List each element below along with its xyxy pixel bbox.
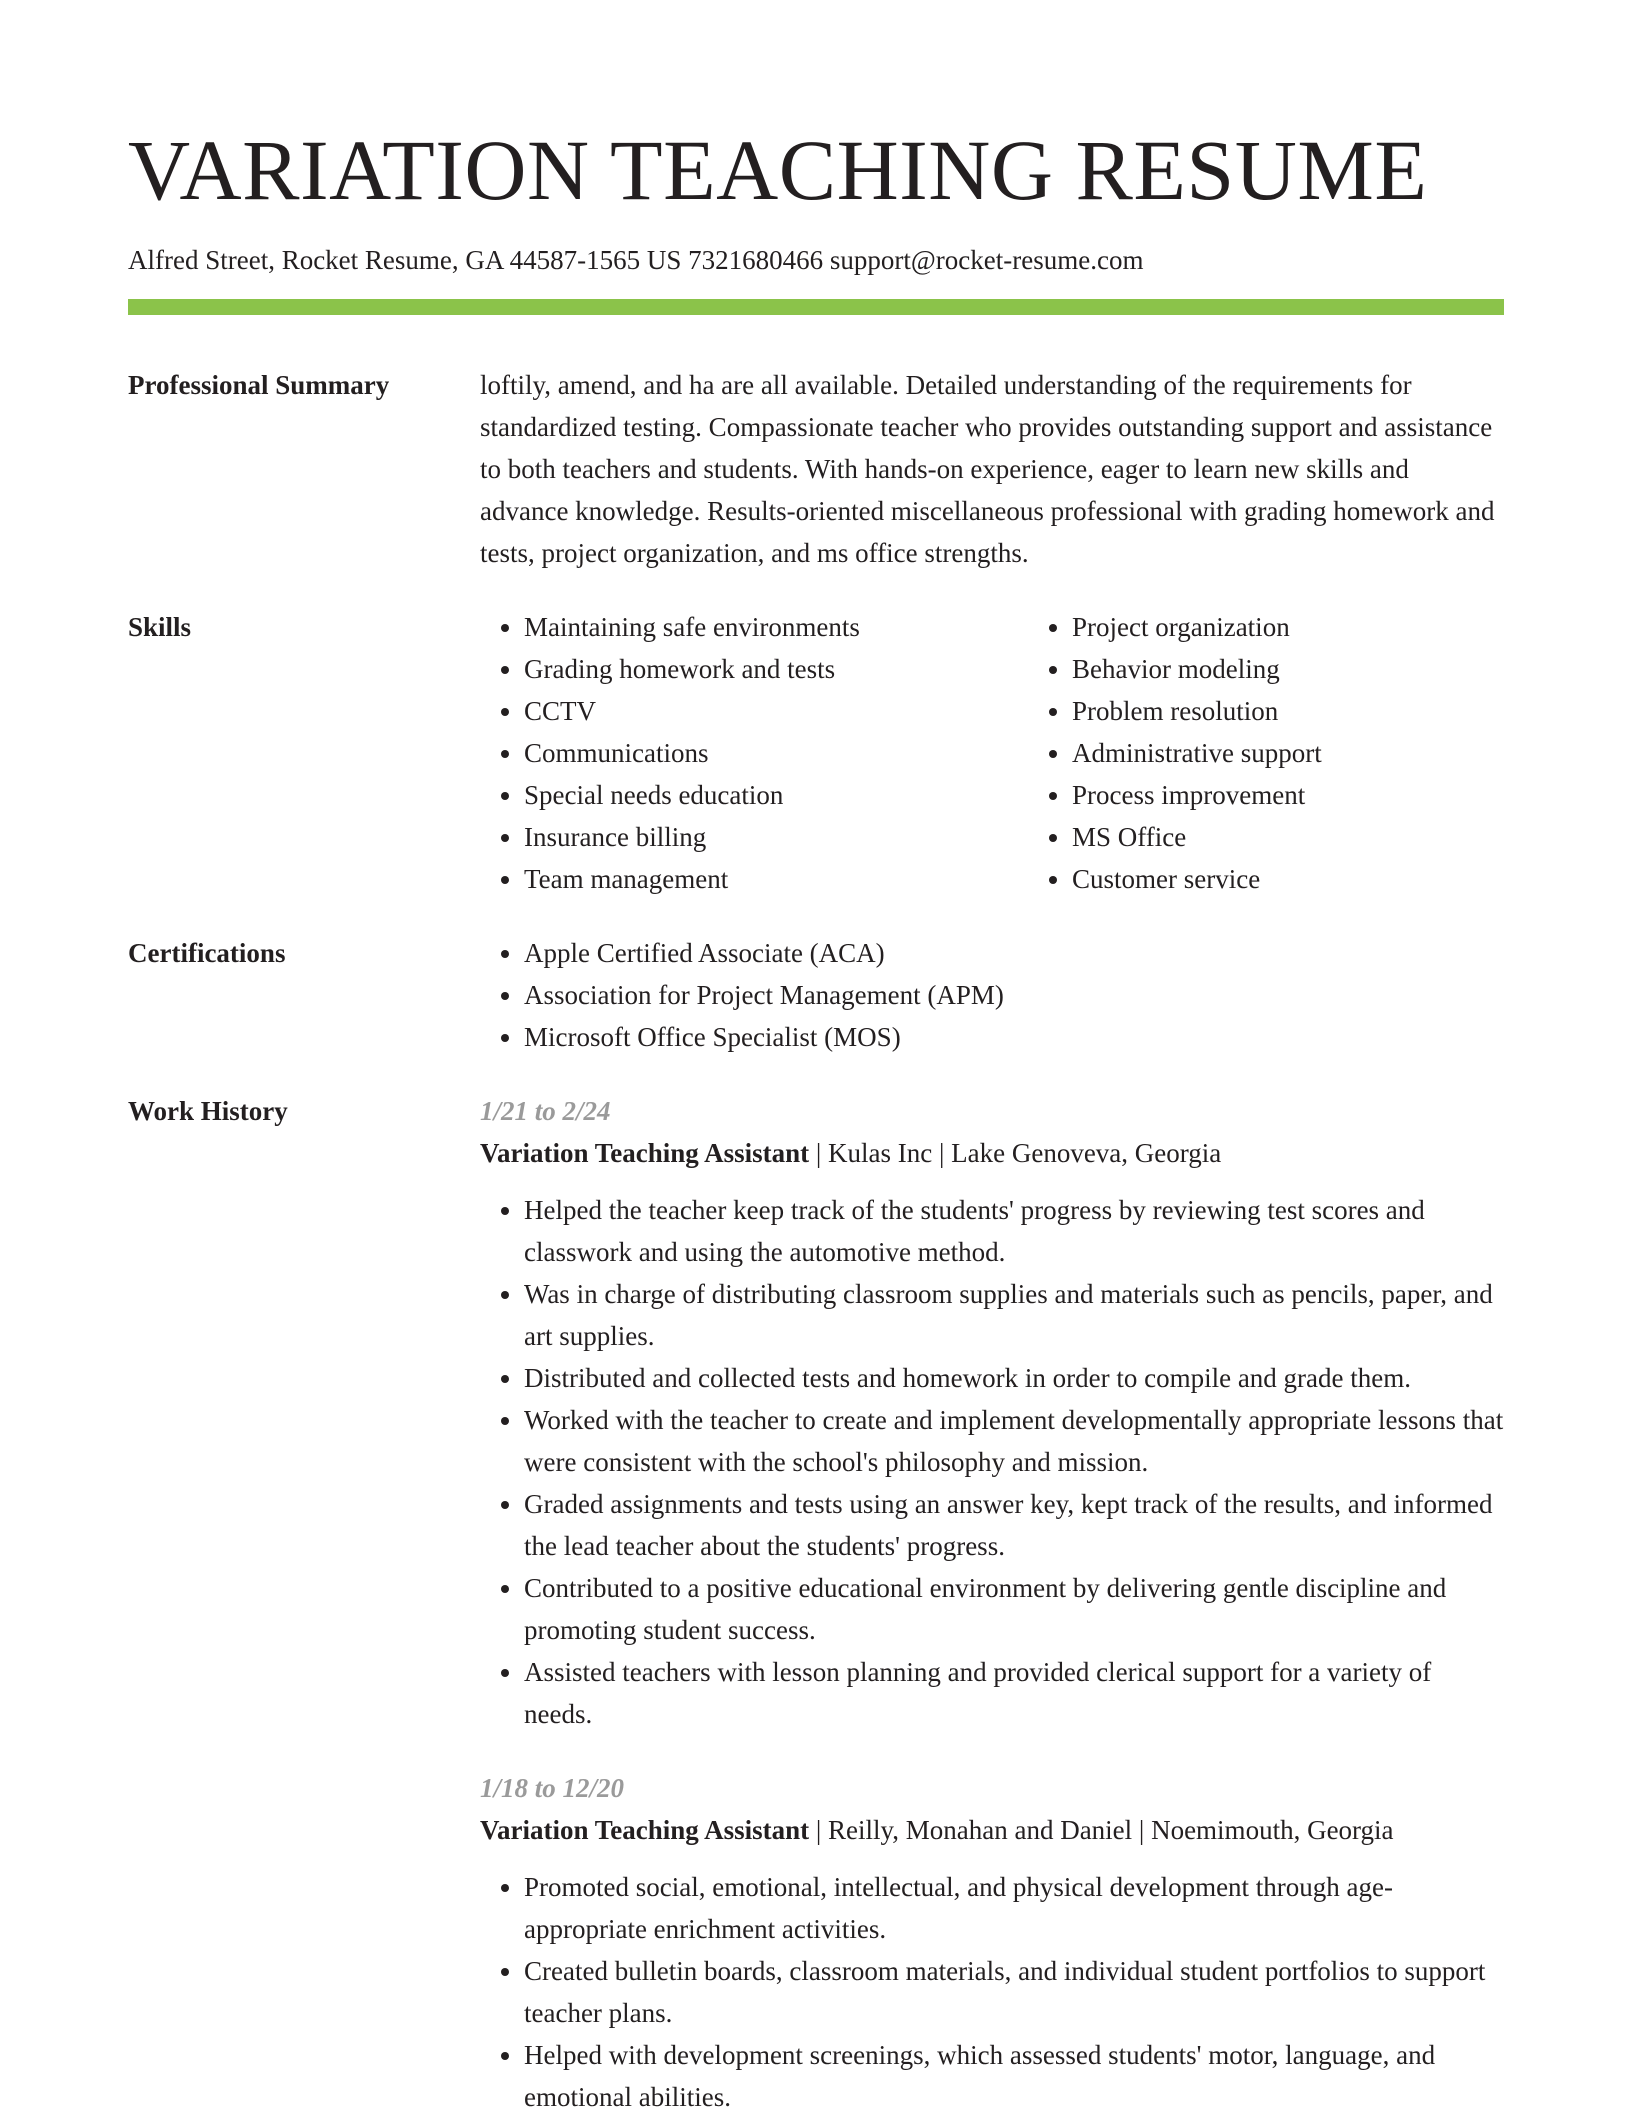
skill-item: • CCTV [524, 690, 1028, 732]
job-details: | Kulas Inc | Lake Genoveva, Georgia [809, 1138, 1222, 1168]
skill-item: • Communications [524, 732, 1028, 774]
work-history-heading: Work History [128, 1096, 288, 1126]
job-bullets [480, 1866, 1504, 2118]
resume-page [128, 0, 1504, 2118]
skill-item: • Customer service [1072, 858, 1322, 900]
job-entry [480, 1767, 1504, 2118]
certification-item: • Apple Certified Associate (ACA) [524, 932, 1504, 974]
skill-item: • Insurance billing [524, 816, 1028, 858]
job-bullet: • Distributed and collected tests and homework in order to compile and grade them. [524, 1357, 1504, 1399]
job-bullet: • Helped with development screenings, which assessed students' motor, language, and emotional abilities. [524, 2034, 1504, 2118]
summary-heading: Professional Summary [128, 370, 390, 400]
job-details: | Reilly, Monahan and Daniel | Noemimouth, Georgia [809, 1815, 1394, 1845]
contact-line [128, 242, 1504, 278]
job-bullet: • Created bulletin boards, classroom materials, and individual student portfolios to support teacher plans. [524, 1950, 1504, 2034]
certification-item: • Association for Project Management (APM) [524, 974, 1504, 1016]
skill-item: • Administrative support [1072, 732, 1322, 774]
job-bullet: • Contributed to a positive educational environment by delivering gentle discipline and promoting student success. [524, 1567, 1504, 1651]
skills-heading: Skills [128, 612, 192, 642]
skills-list-right [1028, 606, 1322, 900]
job-entry [480, 1090, 1504, 1735]
contact-address: Alfred Street, Rocket Resume, GA 44587-1565 US [128, 245, 682, 275]
job-header [480, 1809, 1504, 1851]
job-dates: 1/21 to 2/24 [480, 1096, 611, 1126]
skill-item: • Project organization [1072, 606, 1322, 648]
job-dates: 1/18 to 12/20 [480, 1773, 625, 1803]
skills-section [128, 606, 1504, 900]
job-bullet: • Worked with the teacher to create and implement developmentally appropriate lessons that were consistent with the school's philosophy and mission. [524, 1399, 1504, 1483]
job-header [480, 1132, 1504, 1174]
job-bullet: • Graded assignments and tests using an answer key, kept track of the results, and informed the lead teacher about the students' progress. [524, 1483, 1504, 1567]
job-bullets [480, 1189, 1504, 1735]
skill-item: • MS Office [1072, 816, 1322, 858]
certifications-list [480, 932, 1504, 1058]
job-bullet: • Was in charge of distributing classroom supplies and materials such as pencils, paper, and art supplies. [524, 1273, 1504, 1357]
skill-item: • Grading homework and tests [524, 648, 1028, 690]
certification-item: • Microsoft Office Specialist (MOS) [524, 1016, 1504, 1058]
skills-list-left [480, 606, 1028, 900]
skill-item: • Problem resolution [1072, 690, 1322, 732]
certifications-section [128, 932, 1504, 1058]
skill-item: • Team management [524, 858, 1028, 900]
skill-item: • Process improvement [1072, 774, 1322, 816]
job-bullet: • Helped the teacher keep track of the students' progress by reviewing test scores and classwork and using the automotive method. [524, 1189, 1504, 1273]
summary-section [128, 364, 1504, 574]
certifications-heading: Certifications [128, 938, 286, 968]
contact-email: support@rocket-resume.com [829, 245, 1144, 275]
header-divider [128, 299, 1504, 315]
job-bullet: • Assisted teachers with lesson planning and provided clerical support for a variety of needs. [524, 1651, 1504, 1735]
summary-text: loftily, amend, and ha are all available. Detailed understanding of the requirements for standardized testing. Compassionate teacher who provides outstanding support and assistance to both teachers and students. With hands-on experience, eager to learn new skills and advance knowledge. Results-oriented miscellaneous professional with grading homework and tests, project organization, and ms office strengths. [480, 370, 1495, 568]
work-history-section [128, 1090, 1504, 2118]
skill-item: • Behavior modeling [1072, 648, 1322, 690]
job-title: Variation Teaching Assistant [480, 1815, 810, 1845]
job-title: Variation Teaching Assistant [480, 1138, 810, 1168]
job-bullet: • Promoted social, emotional, intellectual, and physical development through age-appropriate enrichment activities. [524, 1866, 1504, 1950]
skill-item: • Maintaining safe environments [524, 606, 1028, 648]
contact-phone: 7321680466 [688, 245, 824, 275]
skill-item: • Special needs education [524, 774, 1028, 816]
resume-title: VARIATION TEACHING RESUME [128, 122, 1428, 218]
